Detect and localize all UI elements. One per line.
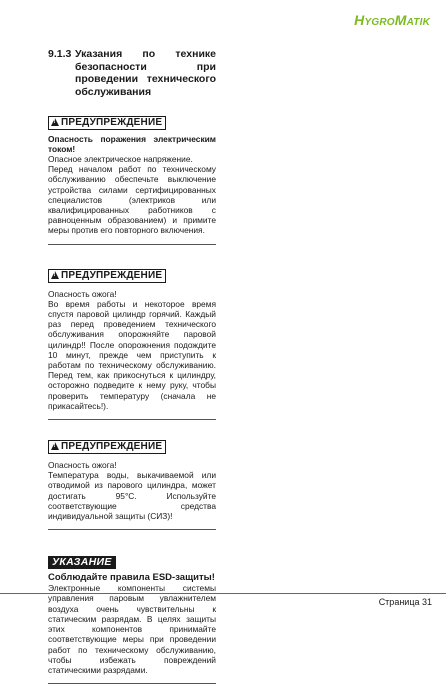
warning-box-electric (48, 112, 216, 245)
footer-divider (0, 593, 446, 594)
section-title: Указания по технике безопасности при проведении технического обслуживания (75, 48, 216, 98)
warning-text: Опасность ожога! (48, 288, 117, 299)
hygromatik-logo: HYGROMATIK (354, 12, 430, 28)
divider (48, 529, 216, 530)
warning-heading: Опасность поражения электрическим током! (48, 134, 216, 154)
warning-badge: !ПРЕДУПРЕЖДЕНИЕ (48, 269, 166, 283)
warning-triangle-icon (51, 442, 59, 450)
page-number: Страница 31 (378, 597, 432, 607)
warning-text: Опасное электрическое напряжение. (48, 154, 193, 164)
note-heading: Соблюдайте правила ESD-защиты! (48, 572, 215, 584)
warning-text: Температура воды, выкачиваемой или отводимой из парового цилиндра, может достигать 95°С. Используйте соответствующие средства индивидуальной защиты (СИЗ)! (48, 470, 216, 522)
divider (48, 419, 216, 420)
note-text: Электронные компоненты системы управления паровым увлажнителем воздуха очень чувствительны к статическим разрядам. В целях защиты этих компонентов принимайте соответствующие меры при проведении работ по техническому обслуживанию, чтобы избежать повреждений статическими разрядами. (48, 583, 216, 675)
warning-text: Перед началом работ по техническому обслуживанию обеспечьте выключение устройства силами сертифицированных специалистов (электриков или квалифицированных работников с равноценным образованием) и примите меры против его повторного включения. (48, 164, 216, 236)
page-content (48, 48, 216, 684)
warning-triangle-icon (51, 271, 59, 279)
warning-badge: !ПРЕДУПРЕЖДЕНИЕ (48, 116, 166, 130)
warning-text: Во время работы и некоторое время спустя паровой цилиндр горячий. Каждый раз перед проведением технического обслуживания опорожняйте паровой цилиндр!! После опорожнения подождите 10 минут, прежде чем приступить к работам по техническому обслуживанию. Перед тем, как прикоснуться к цилиндру, осторожно подведите к нему руку, чтобы проверить температуру (сначала не прикасайтесь!). (48, 298, 216, 411)
section-heading (48, 48, 216, 98)
note-badge: УКАЗАНИЕ (48, 556, 116, 569)
warning-box-burn-cylinder (48, 265, 216, 420)
warning-badge: !ПРЕДУПРЕЖДЕНИЕ (48, 440, 166, 454)
note-box-esd (48, 552, 216, 684)
divider (48, 244, 216, 245)
warning-text: Опасность ожога! (48, 460, 117, 471)
section-number: 9.1.3 (48, 48, 72, 60)
warning-triangle-icon (51, 118, 59, 126)
warning-box-burn-water (48, 436, 216, 530)
